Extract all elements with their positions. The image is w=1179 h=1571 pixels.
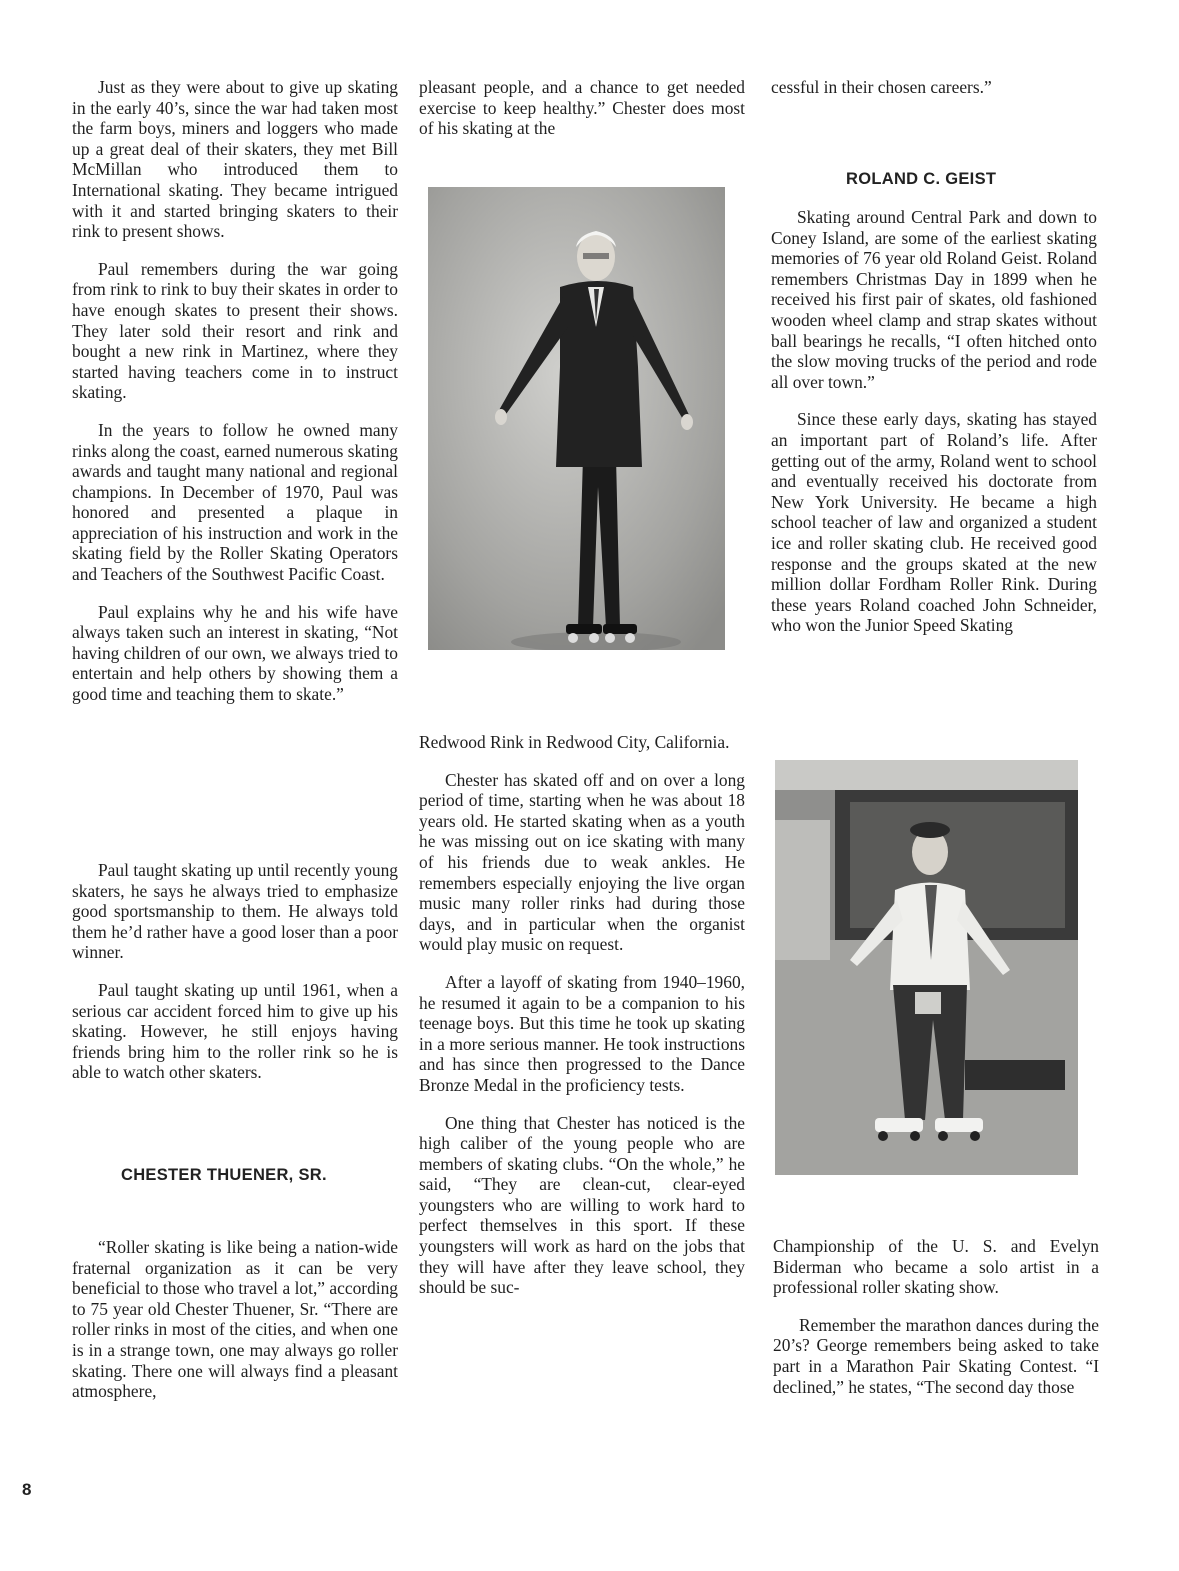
photo-roland-geist-image [775, 760, 1078, 1175]
col3-mid-text [771, 207, 1097, 636]
paragraph: Chester has skated off and on over a long period of time, starting when he was about 18 years old. He started skating when as a youth he was missing out on ice skating with many of his friends due to weak ankles. He remembers especially enjoying the live organ music many roller rinks had during those days, and in particular when the organist would play music on request. [419, 769, 745, 955]
photo-chester-thuener-image [428, 187, 725, 650]
paragraph: Championship of the U. S. and Evelyn Biderman who became a solo artist in a professional roller skating show. [773, 1236, 1099, 1298]
paragraph: Paul taught skating up until 1961, when a serious car accident forced him to give up his skating. However, he still enjoys having friends bring him to the roller rink so he is able to watch other skaters. [72, 979, 398, 1083]
paragraph: Remember the marathon dances during the 20’s? George remembers being asked to take part in a Marathon Pair Skating Contest. “I declined,” he states, “The second day those [773, 1314, 1099, 1397]
col3-bottom-text [773, 1236, 1099, 1397]
col1-top-text [72, 77, 398, 705]
photo-chester-thuener [428, 187, 725, 650]
col2-top-text [419, 77, 745, 139]
paragraph: Redwood Rink in Redwood City, California. [419, 732, 730, 752]
paragraph: pleasant people, and a chance to get needed exercise to keep healthy.” Chester does most of his skating at the [419, 77, 745, 139]
col2-bottom-text [419, 732, 745, 1298]
page-number: 8 [22, 1480, 32, 1499]
paragraph: Paul remembers during the war going from rink to rink to buy their skates in order to have enough skates to present their shows. They later sold their resort and rink and bought a new rink in Martinez, where they started having teachers come in to instruct skating. [72, 258, 398, 403]
section-heading-roland: ROLAND C. GEIST [846, 170, 997, 188]
paragraph: Just as they were about to give up skating in the early 40’s, since the war had taken most the farm boys, miners and loggers who made up a great deal of their skaters, they met Bill McMillan who introduced them to International skating. They became intrigued with it and started bringing skaters to their rink to present shows. [72, 77, 398, 242]
col1-bottom-text [72, 1237, 398, 1402]
paragraph: Paul explains why he and his wife have always taken such an interest in skating, “Not having children of our own, we always tried to entertain and help others by showing them a good time and teaching them to skate.” [72, 601, 398, 705]
section-heading-chester: CHESTER THUENER, SR. [121, 1166, 327, 1184]
paragraph: One thing that Chester has noticed is the high caliber of the young people who are members of skating clubs. “On the whole,” he said, “They are clean-cut, clear-eyed youngsters who are willing to work hard to perfect themselves in this sport. If these youngsters will work as hard on the jobs that they will have after they leave school, they should be suc- [419, 1112, 745, 1298]
col1-mid-text [72, 860, 398, 1083]
paragraph: Since these early days, skating has stayed an important part of Roland’s life. After getting out of the army, Roland went to school and eventually received his doctorate from New York University. He became a high school teacher of law and organized a student ice and roller skating club. He received good response and the groups skated at the new million dollar Fordham Roller Rink. During these years Roland coached John Schneider, who won the Junior Speed Skating [771, 409, 1097, 636]
paragraph: In the years to follow he owned many rinks along the coast, earned numerous skating awards and taught many national and regional champions. In December of 1970, Paul was honored and presented a plaque in appreciation of his instruction and work in the skating field by the Roller Skating Operators and Teachers of the Southwest Pacific Coast. [72, 419, 398, 585]
paragraph: “Roller skating is like being a nation-wide fraternal organization as it can be very beneficial to those who travel a lot,” according to 75 year old Chester Thuener, Sr. “There are roller rinks in most of the cities, and when one is in a strange town, one may always go roller skating. There one will always find a pleasant atmosphere, [72, 1237, 398, 1402]
paragraph: cessful in their chosen careers.” [771, 77, 992, 97]
paragraph: Paul taught skating up until recently young skaters, he says he always tried to emphasize good sportsmanship to them. He always told them he’d rather have a good loser than a poor winner. [72, 860, 398, 963]
photo-roland-geist [775, 760, 1078, 1175]
paragraph: After a layoff of skating from 1940–1960, he resumed it again to be a companion to his teenage boys. But this time he took up skating in a more serious manner. He took instructions and has since then progressed to the Dance Bronze Medal in the proficiency tests. [419, 971, 745, 1095]
col3-top-text [771, 77, 1097, 98]
paragraph: Skating around Central Park and down to Coney Island, are some of the earliest skating memories of 76 year old Roland Geist. Roland remembers Christmas Day in 1899 when he received his first pair of skates, old fashioned wooden wheel clamp and strap skates without ball bearings he recalls, “I often hitched onto the slow moving trucks of the period and rode all over town.” [771, 207, 1097, 392]
